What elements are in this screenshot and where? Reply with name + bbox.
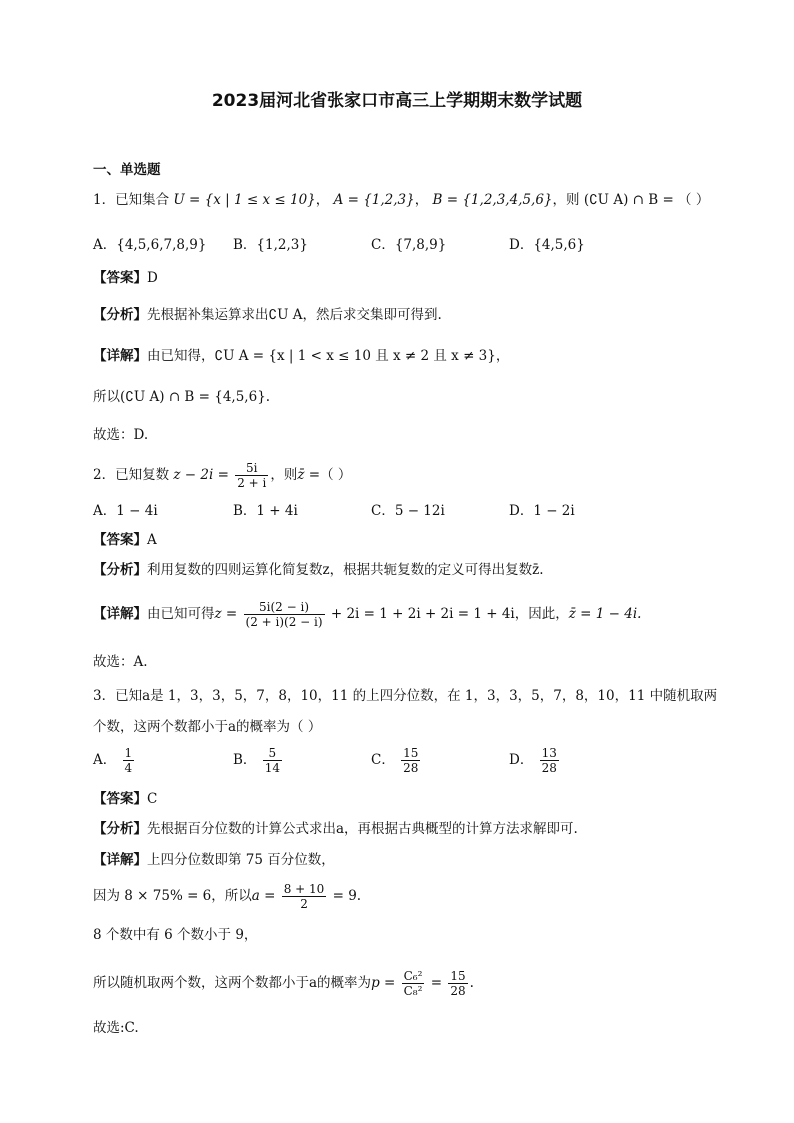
- q3-answer: 【答案】C: [93, 791, 158, 807]
- q1-option-c: C．{7,8,9}: [371, 237, 447, 253]
- q3-option-b: B． $\frac{5}{14}$: [233, 746, 280, 775]
- q3-stem-line-2: 个数，这两个数都小于a的概率为（ ）: [93, 719, 322, 735]
- q2-fraction: $\frac{5i}{2 + i}$: [237, 461, 267, 490]
- q2-option-b: B．1 + 4i: [233, 503, 298, 519]
- q2-detail-fraction: $\frac{5i(2 - i)}{(2 + i)(2 - i)}$: [245, 600, 323, 629]
- q1-option-a: A．{4,5,6,7,8,9}: [93, 237, 207, 253]
- q3-option-c: C． $\frac{15}{28}$: [371, 746, 419, 775]
- q3-step-1: 因为 8 × 75% = 6，所以a = $\frac{8 + 10}{2}$ = 9.: [93, 882, 362, 911]
- q1-conclusion: 故选：D.: [93, 427, 149, 443]
- q2-stem: 2．已知复数 z − 2i = $\frac{5i}{2 + i}$ ，则z̄ =（ ）: [93, 461, 352, 490]
- q1-analysis: 【分析】先根据补集运算求出∁U A，然后求交集即可得到.: [93, 307, 442, 323]
- q1-detail: 【详解】由已知得，∁U A = {x | 1 < x ≤ 10 且 x ≠ 2 且 x ≠ 3}，: [93, 348, 510, 364]
- q1-stem: 1．已知集合 U = {x | 1 ≤ x ≤ 10}， A = {1,2,3}， B = {1,2,3,4,5,6}，则 (∁U A) ∩ B = （ ）: [93, 192, 710, 208]
- page-title: 2023届河北省张家口市高三上学期期末数学试题: [211, 91, 583, 111]
- q2-option-a: A．1 − 4i: [93, 503, 158, 519]
- q1-option-b: B．{1,2,3}: [233, 237, 308, 253]
- q2-option-d: D．1 − 2i: [509, 503, 575, 519]
- q3-stem-line-1: 3．已知a是 1，3，3，5，7，8，10，11 的上四分位数，在 1，3，3，5，7，8，10，11 中随机取两: [93, 688, 718, 704]
- q3-option-d: D． $\frac{13}{28}$: [509, 746, 557, 775]
- q1-option-d: D．{4,5,6}: [509, 237, 585, 253]
- q1-detail-2: 所以(∁U A) ∩ B = {4,5,6}.: [93, 389, 271, 405]
- q1-answer: 【答案】D: [93, 270, 158, 286]
- q3-analysis: 【分析】先根据百分位数的计算公式求出a，再根据古典概型的计算方法求解即可.: [93, 821, 578, 837]
- q3-conclusion: 故选:C.: [93, 1020, 139, 1036]
- q2-answer: 【答案】A: [93, 532, 157, 548]
- q2-analysis: 【分析】利用复数的四则运算化简复数z，根据共轭复数的定义可得出复数z̄.: [93, 562, 544, 578]
- q3-step-2: 8 个数中有 6 个数小于 9，: [93, 927, 258, 943]
- q2-option-c: C．5 − 12i: [371, 503, 445, 519]
- section-heading: 一、单选题: [93, 162, 161, 178]
- q2-conclusion: 故选：A.: [93, 654, 148, 670]
- q3-detail: 【详解】上四分位数即第 75 百分位数，: [93, 852, 335, 868]
- q2-detail: 【详解】由已知可得z = $\frac{5i(2 - i)}{(2 + i)(2 - i)}$ + 2i = 1 + 2i + 2i = 1 + 4i，因此，z̄ = 1 − 4i.: [93, 600, 642, 629]
- q3-step-3: 所以随机取两个数，这两个数都小于a的概率为p = $\frac{\text{C₆²}}{\text{C₈²}}$ = $\frac{15}{28}$ .: [93, 969, 474, 998]
- q3-option-a: A． $\frac{1}{4}$: [93, 746, 133, 775]
